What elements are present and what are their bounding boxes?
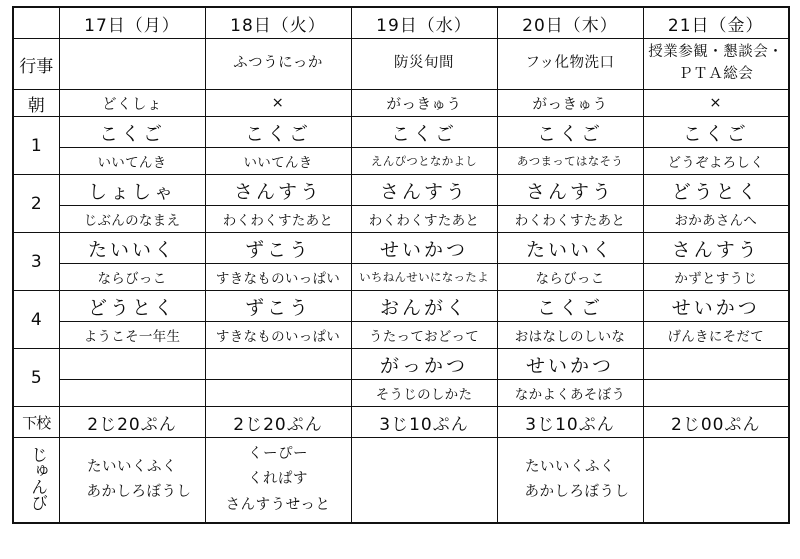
prep-mon-line-1: たいいくふく xyxy=(87,458,177,475)
period1-detail-fri: どうぞよろしく xyxy=(643,148,789,175)
period2-subject-wed: さんすう xyxy=(351,175,497,206)
table-row-dismissal xyxy=(13,407,789,438)
morning-wed: がっきゅう xyxy=(351,90,497,117)
period1-detail-thu: あつまってはなそう xyxy=(497,148,643,175)
table-row-prep xyxy=(13,438,789,524)
row-label-prep-text: じゅんび xyxy=(27,445,48,510)
prep-tue xyxy=(205,438,351,524)
event-mon xyxy=(59,39,205,90)
period5-detail-wed: そうじのしかた xyxy=(351,380,497,407)
row-label-morning: 朝 xyxy=(13,90,59,117)
prep-thu-line-2: あかしろぼうし xyxy=(524,484,630,500)
period3-detail-tue: すきなものいっぱい xyxy=(205,264,351,291)
period1-detail-wed: えんぴつとなかよし xyxy=(351,148,497,175)
dismissal-fri: 2じ00ぷん xyxy=(643,407,789,438)
period3-detail-fri: かずとすうじ xyxy=(643,264,789,291)
day-header-thu: 20日（木） xyxy=(497,7,643,39)
table-header-row xyxy=(13,7,789,39)
period5-detail-tue xyxy=(205,380,351,407)
period1-subject-fri: こくご xyxy=(643,117,789,148)
prep-wed xyxy=(351,438,497,524)
table-row-period2-subject xyxy=(13,175,789,206)
period5-subject-mon xyxy=(59,349,205,380)
row-label-prep xyxy=(13,438,59,524)
table-row-morning xyxy=(13,90,789,117)
prep-mon-line-2: あかしろぼうし xyxy=(86,484,192,500)
event-wed: 防災旬間 xyxy=(351,39,497,90)
table-row-period4-detail xyxy=(13,322,789,349)
period5-subject-thu: せいかつ xyxy=(497,349,643,380)
period2-detail-thu: わくわくすたあと xyxy=(497,206,643,233)
table-row-period1-detail xyxy=(13,148,789,175)
period2-subject-thu: さんすう xyxy=(497,175,643,206)
period4-subject-wed: おんがく xyxy=(351,291,497,322)
day-header-wed: 19日（水） xyxy=(351,7,497,39)
weekly-schedule-table xyxy=(12,6,790,524)
row-label-dismissal: 下校 xyxy=(13,407,59,438)
prep-tue-line-2: くれぱす xyxy=(248,471,308,488)
prep-tue-line-3: さんすうせっと xyxy=(225,496,331,513)
period1-subject-thu: こくご xyxy=(497,117,643,148)
period5-subject-fri xyxy=(643,349,789,380)
period1-subject-wed: こくご xyxy=(351,117,497,148)
dismissal-mon: 2じ20ぷん xyxy=(59,407,205,438)
dismissal-tue: 2じ20ぷん xyxy=(205,407,351,438)
table-row-period5-subject xyxy=(13,349,789,380)
dismissal-thu: 3じ10ぷん xyxy=(497,407,643,438)
period5-detail-fri xyxy=(643,380,789,407)
period5-detail-mon xyxy=(59,380,205,407)
table-row-period1-subject xyxy=(13,117,789,148)
morning-thu: がっきゅう xyxy=(497,90,643,117)
period3-subject-tue: ずこう xyxy=(205,233,351,264)
row-label-period2: 2 xyxy=(13,175,59,233)
period3-detail-mon: ならびっこ xyxy=(59,264,205,291)
corner-cell xyxy=(13,7,59,39)
row-label-period4: 4 xyxy=(13,291,59,349)
period4-subject-thu: こくご xyxy=(497,291,643,322)
row-label-period1: 1 xyxy=(13,117,59,175)
period1-subject-mon: こくご xyxy=(59,117,205,148)
period5-subject-tue xyxy=(205,349,351,380)
period2-detail-fri: おかあさんへ xyxy=(643,206,789,233)
period4-detail-wed: うたっておどって xyxy=(351,322,497,349)
period3-detail-thu: ならびっこ xyxy=(497,264,643,291)
period4-detail-thu: おはなしのしいな xyxy=(497,322,643,349)
period4-detail-tue: すきなものいっぱい xyxy=(205,322,351,349)
period2-subject-fri: どうとく xyxy=(643,175,789,206)
event-tue: ふつうにっか xyxy=(205,39,351,90)
row-label-period5: 5 xyxy=(13,349,59,407)
day-header-tue: 18日（火） xyxy=(205,7,351,39)
period2-detail-tue: わくわくすたあと xyxy=(205,206,351,233)
period5-detail-thu: なかよくあそぼう xyxy=(497,380,643,407)
morning-tue: × xyxy=(205,90,351,117)
day-header-fri: 21日（金） xyxy=(643,7,789,39)
table-row-period4-subject xyxy=(13,291,789,322)
period4-detail-fri: げんきにそだて xyxy=(643,322,789,349)
table-row-event xyxy=(13,39,789,90)
period1-subject-tue: こくご xyxy=(205,117,351,148)
period4-subject-fri: せいかつ xyxy=(643,291,789,322)
period4-subject-mon: どうとく xyxy=(59,291,205,322)
period2-detail-mon: じぶんのなまえ xyxy=(59,206,205,233)
row-label-event: 行事 xyxy=(13,39,59,90)
period3-subject-thu: たいいく xyxy=(497,233,643,264)
period3-detail-wed: いちねんせいになったよ xyxy=(351,264,497,291)
row-label-period3: 3 xyxy=(13,233,59,291)
weekly-schedule-sheet xyxy=(0,6,800,559)
table-row-period5-detail xyxy=(13,380,789,407)
period4-detail-mon: ようこそ一年生 xyxy=(59,322,205,349)
morning-mon: どくしょ xyxy=(59,90,205,117)
event-fri: 授業参観・懇談会・ＰＴＡ総会 xyxy=(643,39,789,90)
period3-subject-wed: せいかつ xyxy=(351,233,497,264)
prep-thu xyxy=(497,438,643,524)
period2-subject-tue: さんすう xyxy=(205,175,351,206)
table-row-period3-subject xyxy=(13,233,789,264)
period5-subject-wed: がっかつ xyxy=(351,349,497,380)
prep-thu-line-1: たいいくふく xyxy=(525,458,615,475)
period3-subject-mon: たいいく xyxy=(59,233,205,264)
prep-mon xyxy=(59,438,205,524)
period1-detail-tue: いいてんき xyxy=(205,148,351,175)
dismissal-wed: 3じ10ぷん xyxy=(351,407,497,438)
table-row-period3-detail xyxy=(13,264,789,291)
period1-detail-mon: いいてんき xyxy=(59,148,205,175)
morning-fri: × xyxy=(643,90,789,117)
prep-tue-line-1: くーぴー xyxy=(248,445,308,462)
period3-subject-fri: さんすう xyxy=(643,233,789,264)
event-thu: フッ化物洗口 xyxy=(497,39,643,90)
prep-fri xyxy=(643,438,789,524)
table-row-period2-detail xyxy=(13,206,789,233)
period2-detail-wed: わくわくすたあと xyxy=(351,206,497,233)
period4-subject-tue: ずこう xyxy=(205,291,351,322)
period2-subject-mon: しょしゃ xyxy=(59,175,205,206)
day-header-mon: 17日（月） xyxy=(59,7,205,39)
